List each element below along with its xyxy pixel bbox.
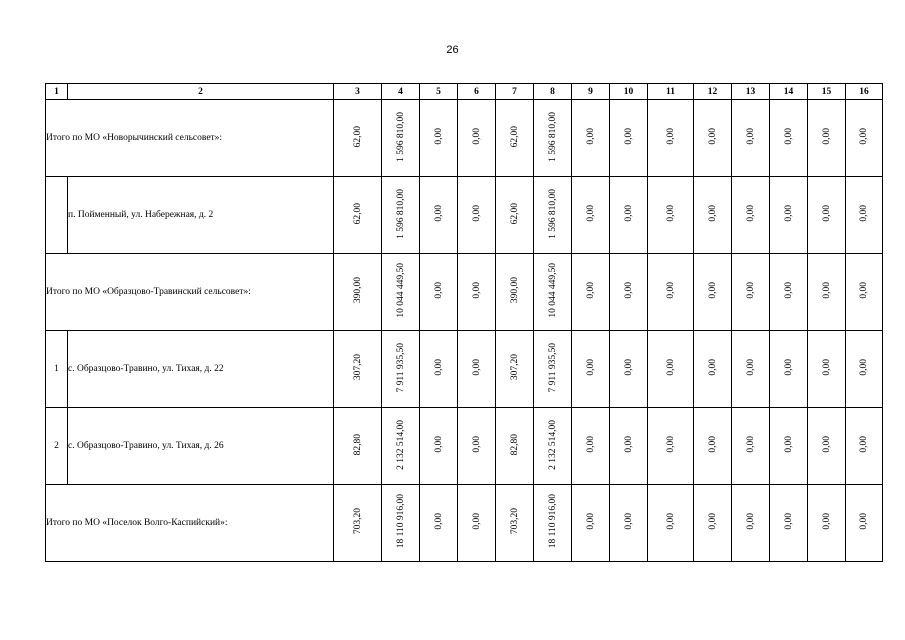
value-cell [420,485,458,562]
value-text: 0,00 [433,205,444,222]
value-text: 2 132 514,00 [395,419,406,470]
value-cell [334,177,382,254]
value-cell [534,485,572,562]
value-text: 0,00 [821,513,832,530]
value-cell [382,331,420,408]
value-text: 1 596 810,00 [547,111,558,162]
value-cell [770,485,808,562]
value-cell [382,408,420,485]
value-text: 10 044 449,50 [395,263,406,318]
value-text: 0,00 [471,128,482,145]
value-text: 62,00 [509,125,520,148]
value-cell [732,331,770,408]
value-cell [732,177,770,254]
value-cell [496,100,534,177]
table-row [46,408,883,485]
value-cell [808,177,846,254]
value-text: 0,00 [745,282,756,299]
value-text: 0,00 [433,128,444,145]
column-header: 11 [648,84,694,100]
value-cell [534,408,572,485]
value-text: 82,80 [509,433,520,456]
value-cell [534,254,572,331]
value-cell [572,100,610,177]
value-text: 0,00 [623,128,634,145]
value-text: 0,00 [585,359,596,376]
table-row [46,331,883,408]
value-cell [770,408,808,485]
column-header: 5 [420,84,458,100]
value-cell [770,177,808,254]
value-text: 10 044 449,50 [547,263,558,318]
header-row [46,84,883,100]
value-cell [732,408,770,485]
value-text: 0,00 [707,436,718,453]
value-text: 0,00 [783,359,794,376]
value-text: 0,00 [859,282,869,299]
column-header: 2 [68,84,334,100]
value-cell [420,177,458,254]
value-text: 62,00 [509,202,520,225]
row-number [46,177,68,254]
address-cell: с. Образцово-Травино, ул. Тихая, д. 26 [68,408,334,485]
value-cell [420,331,458,408]
value-cell [610,254,648,331]
value-cell [420,408,458,485]
value-cell [846,177,883,254]
value-cell [458,254,496,331]
subtotal-row [46,254,883,331]
subtotal-label: Итого по МО «Новорычинский сельсовет»: [46,100,334,177]
value-cell [648,254,694,331]
value-text: 18 110 916,00 [547,494,558,549]
value-cell [572,177,610,254]
address-cell: с. Образцово-Травино, ул. Тихая, д. 22 [68,331,334,408]
value-cell [382,177,420,254]
value-text: 0,00 [707,128,718,145]
value-cell [846,100,883,177]
value-text: 0,00 [585,128,596,145]
row-number: 2 [46,408,68,485]
subtotal-row [46,100,883,177]
value-text: 0,00 [665,513,676,530]
column-header: 16 [846,84,883,100]
value-cell [846,254,883,331]
value-cell [808,331,846,408]
value-text: 0,00 [783,282,794,299]
value-text: 0,00 [821,359,832,376]
value-cell [610,331,648,408]
value-text: 0,00 [623,359,634,376]
column-header: 9 [572,84,610,100]
value-text: 0,00 [585,282,596,299]
value-text: 0,00 [433,513,444,530]
value-cell [534,100,572,177]
value-text: 1 596 810,00 [395,188,406,239]
value-cell [808,254,846,331]
value-text: 0,00 [623,205,634,222]
value-text: 307,20 [352,354,363,381]
value-text: 0,00 [665,359,676,376]
value-cell [496,331,534,408]
value-cell [648,408,694,485]
value-text: 18 110 916,00 [395,494,406,549]
value-cell [334,485,382,562]
value-text: 0,00 [821,282,832,299]
value-cell [420,100,458,177]
value-cell [648,100,694,177]
subtotal-row [46,485,883,562]
value-text: 62,00 [352,125,363,148]
value-cell [694,331,732,408]
value-cell [610,408,648,485]
value-text: 0,00 [859,436,869,453]
value-cell [770,331,808,408]
value-text: 0,00 [665,282,676,299]
column-header: 10 [610,84,648,100]
value-text: 0,00 [585,205,596,222]
value-cell [846,331,883,408]
value-cell [648,331,694,408]
column-header: 15 [808,84,846,100]
value-cell [334,331,382,408]
value-cell [732,485,770,562]
value-cell [694,408,732,485]
value-text: 0,00 [859,359,869,376]
value-text: 0,00 [623,282,634,299]
value-cell [420,254,458,331]
value-cell [572,331,610,408]
column-header: 8 [534,84,572,100]
value-text: 0,00 [859,128,869,145]
value-cell [382,254,420,331]
value-text: 0,00 [471,282,482,299]
value-text: 307,20 [509,354,520,381]
value-cell [334,254,382,331]
value-cell [694,485,732,562]
value-cell [610,485,648,562]
value-text: 0,00 [821,128,832,145]
value-text: 0,00 [821,205,832,222]
value-text: 0,00 [745,513,756,530]
value-text: 0,00 [471,359,482,376]
value-cell [458,408,496,485]
value-cell [572,485,610,562]
value-text: 0,00 [471,205,482,222]
value-text: 703,20 [352,508,363,535]
value-cell [572,408,610,485]
value-cell [808,408,846,485]
page-number: 26 [446,44,459,56]
value-text: 0,00 [471,513,482,530]
value-cell [334,408,382,485]
value-cell [610,100,648,177]
value-text: 0,00 [783,128,794,145]
value-text: 0,00 [707,282,718,299]
value-cell [770,254,808,331]
value-text: 0,00 [665,205,676,222]
value-cell [572,254,610,331]
column-header: 12 [694,84,732,100]
value-text: 0,00 [821,436,832,453]
value-text: 390,00 [352,277,363,304]
value-text: 0,00 [745,205,756,222]
value-text: 0,00 [707,513,718,530]
value-cell [648,485,694,562]
value-text: 7 911 935,50 [395,342,406,393]
value-cell [382,485,420,562]
value-text: 82,80 [352,433,363,456]
value-cell [334,100,382,177]
row-number: 1 [46,331,68,408]
value-cell [610,177,648,254]
value-cell [694,177,732,254]
value-cell [808,100,846,177]
column-header: 3 [334,84,382,100]
value-text: 0,00 [707,205,718,222]
value-text: 0,00 [623,436,634,453]
column-header: 7 [496,84,534,100]
column-header: 4 [382,84,420,100]
value-text: 0,00 [433,359,444,376]
value-text: 1 596 810,00 [547,188,558,239]
value-text: 0,00 [623,513,634,530]
column-header: 1 [46,84,68,100]
value-cell [496,408,534,485]
value-text: 0,00 [585,436,596,453]
value-text: 0,00 [433,436,444,453]
value-text: 0,00 [859,205,869,222]
value-text: 0,00 [745,436,756,453]
value-cell [534,331,572,408]
value-cell [770,100,808,177]
value-cell [382,100,420,177]
value-text: 0,00 [745,359,756,376]
value-text: 2 132 514,00 [547,419,558,470]
value-text: 0,00 [707,359,718,376]
table-row [46,177,883,254]
value-cell [648,177,694,254]
column-header: 13 [732,84,770,100]
address-cell: п. Пойменный, ул. Набережная, д. 2 [68,177,334,254]
value-text: 703,20 [509,508,520,535]
value-text: 0,00 [859,513,869,530]
value-cell [732,100,770,177]
value-cell [496,254,534,331]
value-cell [732,254,770,331]
value-cell [694,100,732,177]
value-cell [496,485,534,562]
value-text: 7 911 935,50 [547,342,558,393]
table-body [46,100,883,562]
value-cell [534,177,572,254]
value-cell [458,331,496,408]
value-text: 0,00 [745,128,756,145]
value-text: 0,00 [471,436,482,453]
value-cell [496,177,534,254]
value-cell [846,485,883,562]
column-header: 6 [458,84,496,100]
value-cell [458,100,496,177]
subtotal-label: Итого по МО «Образцово-Травинский сельсовет»: [46,254,334,331]
value-text: 390,00 [509,277,520,304]
value-text: 0,00 [433,282,444,299]
value-text: 0,00 [783,205,794,222]
value-text: 0,00 [585,513,596,530]
value-text: 0,00 [665,436,676,453]
data-table [45,83,883,562]
value-cell [458,177,496,254]
value-cell [808,485,846,562]
value-text: 0,00 [783,513,794,530]
value-text: 0,00 [783,436,794,453]
column-header: 14 [770,84,808,100]
value-cell [846,408,883,485]
value-text: 1 596 810,00 [395,111,406,162]
value-text: 62,00 [352,202,363,225]
value-cell [458,485,496,562]
value-text: 0,00 [665,128,676,145]
subtotal-label: Итого по МО «Поселок Волго-Каспийский»: [46,485,334,562]
value-cell [694,254,732,331]
